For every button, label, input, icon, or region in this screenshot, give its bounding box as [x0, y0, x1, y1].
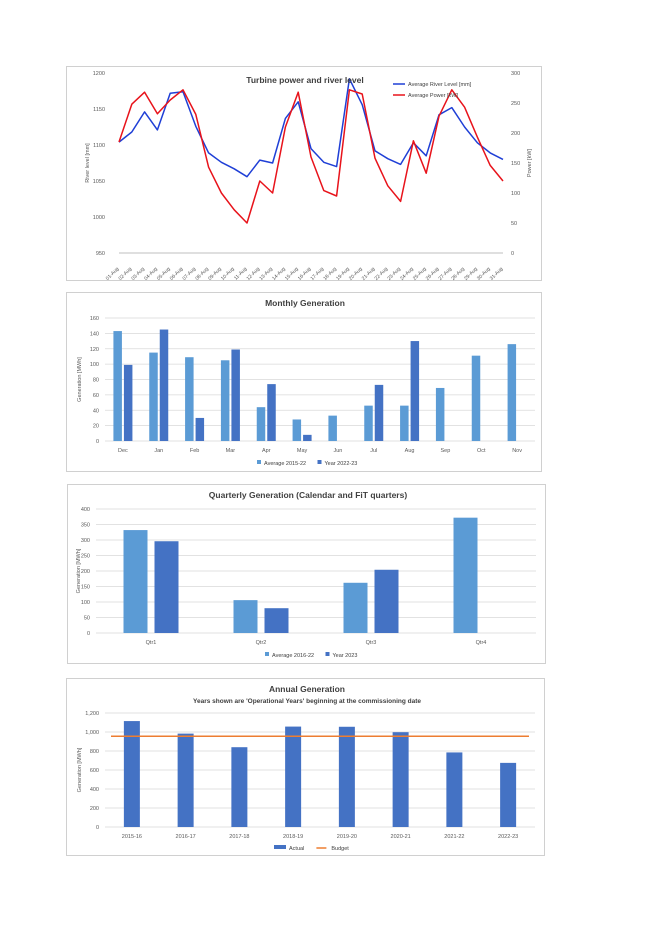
monthly-generation-chart-panel [66, 292, 542, 472]
bar-year-2022-23 [160, 330, 169, 441]
chart-title: Monthly Generation [265, 298, 345, 308]
x-tick-label: Qtr2 [255, 640, 267, 646]
y2-tick-label: 0 [511, 251, 515, 257]
legend-label: Year 2023 [332, 653, 358, 659]
bar-average-2015-22 [113, 331, 122, 441]
chart-title: Quarterly Generation (Calendar and FiT quarters) [208, 490, 408, 500]
y-tick-label: 0 [95, 825, 99, 831]
x-tick-label: Apr [261, 448, 271, 454]
y-tick-label: 200 [89, 806, 99, 812]
y-tick-label: 350 [80, 522, 90, 529]
y2-tick-label: 50 [511, 221, 518, 227]
x-tick-label: 11-Aug [233, 266, 249, 282]
x-tick-label: 06-Aug [168, 266, 185, 282]
y-tick-label: 250 [80, 553, 90, 560]
x-tick-label: 08-Aug [194, 266, 211, 282]
y-tick-label: 1150 [93, 107, 105, 113]
x-tick-label: Oct [476, 448, 486, 454]
turbine-power-chart [67, 67, 543, 282]
y-tick-label: 100 [89, 362, 99, 369]
bar-average-2015-22 [221, 360, 230, 441]
x-tick-label: 28-Aug [450, 266, 467, 282]
x-tick-label: 2019-20 [336, 834, 357, 840]
x-tick-label: 25-Aug [411, 266, 428, 282]
bar-actual [393, 732, 409, 827]
annual-generation-chart [67, 679, 546, 857]
y-tick-label: 120 [89, 346, 99, 353]
y-tick-label: 1200 [92, 71, 105, 77]
x-tick-label: 17-Aug [309, 266, 326, 282]
legend-label: Actual [289, 846, 305, 852]
x-tick-label: 2017-18 [229, 834, 250, 840]
x-tick-label: 22-Aug [373, 266, 390, 282]
bar-average-2015-22 [149, 353, 158, 441]
y-tick-label: 0 [86, 631, 90, 637]
bar-average-2016-22 [454, 518, 478, 633]
legend-label: Average Power [kW] [408, 93, 459, 99]
x-tick-label: 20-Aug [347, 266, 364, 282]
x-tick-label: 2018-19 [283, 834, 304, 840]
y-tick-label: 100 [80, 600, 90, 606]
y-axis-label: Generation [MWh] [77, 357, 83, 402]
monthly-generation-chart [67, 293, 543, 473]
x-tick-label: Mar [225, 448, 236, 454]
y-tick-label: 1,200 [85, 711, 99, 717]
legend-swatch [265, 652, 269, 656]
y2-tick-label: 250 [511, 101, 521, 107]
x-tick-label: Jun [333, 448, 343, 454]
chart-title: Annual Generation [268, 684, 346, 694]
bar-year-2023 [375, 570, 399, 633]
bar-actual [446, 752, 462, 827]
x-tick-label: Qtr4 [475, 640, 487, 646]
x-tick-label: 18-Aug [322, 266, 339, 282]
annual-generation-chart-panel [66, 678, 545, 856]
chart-subtitle: Years shown are 'Operational Years' beginning at the commissioning date [192, 698, 422, 705]
bar-year-2022-23 [124, 365, 133, 441]
y-tick-label: 400 [89, 787, 99, 793]
x-tick-label: 29-Aug [463, 266, 479, 282]
y2-axis-label: Power [kW] [527, 148, 533, 178]
legend-label: Year 2022-23 [324, 461, 358, 467]
x-tick-label: 2022-23 [498, 834, 519, 840]
bar-average-2015-22 [364, 406, 373, 441]
bar-year-2022-23 [375, 385, 384, 441]
y-tick-label: 140 [89, 331, 99, 338]
bar-year-2022-23 [267, 384, 276, 441]
bar-year-2022-23 [196, 418, 205, 441]
x-tick-label: 04-Aug [143, 266, 159, 282]
y-tick-label: 400 [80, 507, 90, 513]
x-tick-label: 01-Aug [104, 266, 121, 282]
x-tick-label: 2016-17 [175, 834, 196, 840]
x-tick-label: 16-Aug [296, 266, 313, 282]
y-tick-label: 40 [92, 408, 99, 415]
legend-swatch [257, 460, 261, 464]
quarterly-generation-chart-panel [67, 484, 546, 664]
x-tick-label: 26-Aug [424, 266, 441, 282]
y-tick-label: 200 [80, 569, 90, 575]
legend-swatch [326, 652, 330, 656]
x-tick-label: 13-Aug [258, 266, 275, 282]
legend-label: Average 2016-22 [272, 653, 315, 659]
bar-average-2016-22 [124, 530, 148, 633]
x-tick-label: 2020-21 [390, 834, 411, 840]
quarterly-generation-chart [68, 485, 547, 665]
y-tick-label: 160 [89, 316, 99, 322]
y2-tick-label: 150 [511, 161, 521, 167]
y-tick-label: 950 [95, 251, 105, 257]
x-tick-label: Qtr3 [365, 640, 377, 646]
legend-label: Average 2015-22 [264, 461, 307, 467]
legend-swatch [318, 460, 322, 464]
y-axis-label: River level [mm] [85, 143, 91, 183]
x-tick-label: 23-Aug [386, 266, 403, 282]
y-tick-label: 800 [89, 749, 99, 755]
bar-year-2022-23 [231, 350, 240, 441]
y-tick-label: 1,000 [85, 730, 99, 736]
x-tick-label: 19-Aug [335, 266, 351, 282]
x-tick-label: May [296, 448, 308, 454]
bar-average-2015-22 [436, 388, 445, 441]
x-tick-label: Jan [154, 448, 164, 454]
bar-actual [339, 727, 355, 827]
x-tick-label: 05-Aug [155, 266, 172, 282]
y-axis-label: Generation [MWh] [76, 548, 82, 594]
y-axis-label: Generation [MWh] [77, 747, 83, 793]
y-tick-label: 60 [92, 392, 99, 399]
y-tick-label: 80 [92, 377, 99, 384]
x-tick-label: 31-Aug [488, 266, 505, 282]
x-tick-label: Sep [440, 448, 451, 454]
bar-actual [178, 734, 194, 827]
y-tick-label: 150 [80, 584, 90, 591]
y-tick-label: 1100 [93, 143, 105, 149]
bar-year-2022-23 [411, 341, 420, 441]
bar-average-2015-22 [328, 416, 337, 441]
x-tick-label: 24-Aug [399, 266, 415, 282]
y-tick-label: 50 [83, 615, 90, 622]
x-tick-label: 12-Aug [245, 266, 262, 282]
bar-average-2016-22 [344, 583, 368, 633]
y-tick-label: 600 [89, 768, 99, 774]
bar-average-2015-22 [257, 407, 266, 441]
bar-average-2016-22 [234, 600, 258, 633]
bar-average-2015-22 [293, 419, 302, 441]
y2-tick-label: 100 [511, 191, 521, 197]
y2-tick-label: 300 [511, 71, 521, 77]
power-line [119, 90, 503, 223]
x-tick-label: 02-Aug [117, 266, 134, 282]
y-tick-label: 20 [92, 423, 99, 430]
y2-tick-label: 200 [511, 131, 521, 137]
bar-average-2015-22 [472, 356, 481, 441]
x-tick-label: 10-Aug [219, 266, 236, 282]
x-tick-label: 07-Aug [181, 266, 198, 282]
bar-actual [231, 747, 247, 827]
legend-label: Average River Level [mm] [408, 82, 472, 88]
x-tick-label: 30-Aug [475, 266, 492, 282]
legend-swatch [274, 845, 286, 849]
y-tick-label: 0 [95, 439, 99, 445]
chart-title: Turbine power and river level [246, 75, 364, 85]
bar-average-2015-22 [508, 344, 517, 441]
bar-year-2023 [265, 608, 289, 633]
turbine-power-chart-panel [66, 66, 542, 281]
x-tick-label: 27-Aug [437, 266, 454, 282]
x-tick-label: Dec [118, 448, 128, 454]
x-tick-label: Aug [404, 448, 415, 454]
x-tick-label: 09-Aug [207, 266, 223, 282]
x-tick-label: 21-Aug [360, 266, 377, 282]
bar-average-2015-22 [185, 357, 194, 441]
bar-average-2015-22 [400, 406, 409, 441]
x-tick-label: 2015-16 [121, 834, 142, 840]
x-tick-label: 03-Aug [130, 266, 147, 282]
x-tick-label: 2021-22 [444, 834, 465, 840]
x-tick-label: Jul [370, 448, 378, 454]
legend-label: Budget [331, 846, 349, 852]
x-tick-label: Qtr1 [145, 640, 157, 646]
y-tick-label: 1050 [92, 179, 105, 185]
x-tick-label: 14-Aug [271, 266, 287, 282]
x-tick-label: Feb [189, 448, 200, 454]
x-tick-label: Nov [512, 448, 522, 454]
bar-year-2023 [155, 541, 179, 633]
y-tick-label: 1000 [92, 215, 105, 221]
bar-actual [285, 727, 301, 827]
y-tick-label: 300 [80, 538, 90, 544]
bar-actual [500, 763, 516, 827]
bar-year-2022-23 [303, 435, 312, 441]
x-tick-label: 15-Aug [283, 266, 300, 282]
